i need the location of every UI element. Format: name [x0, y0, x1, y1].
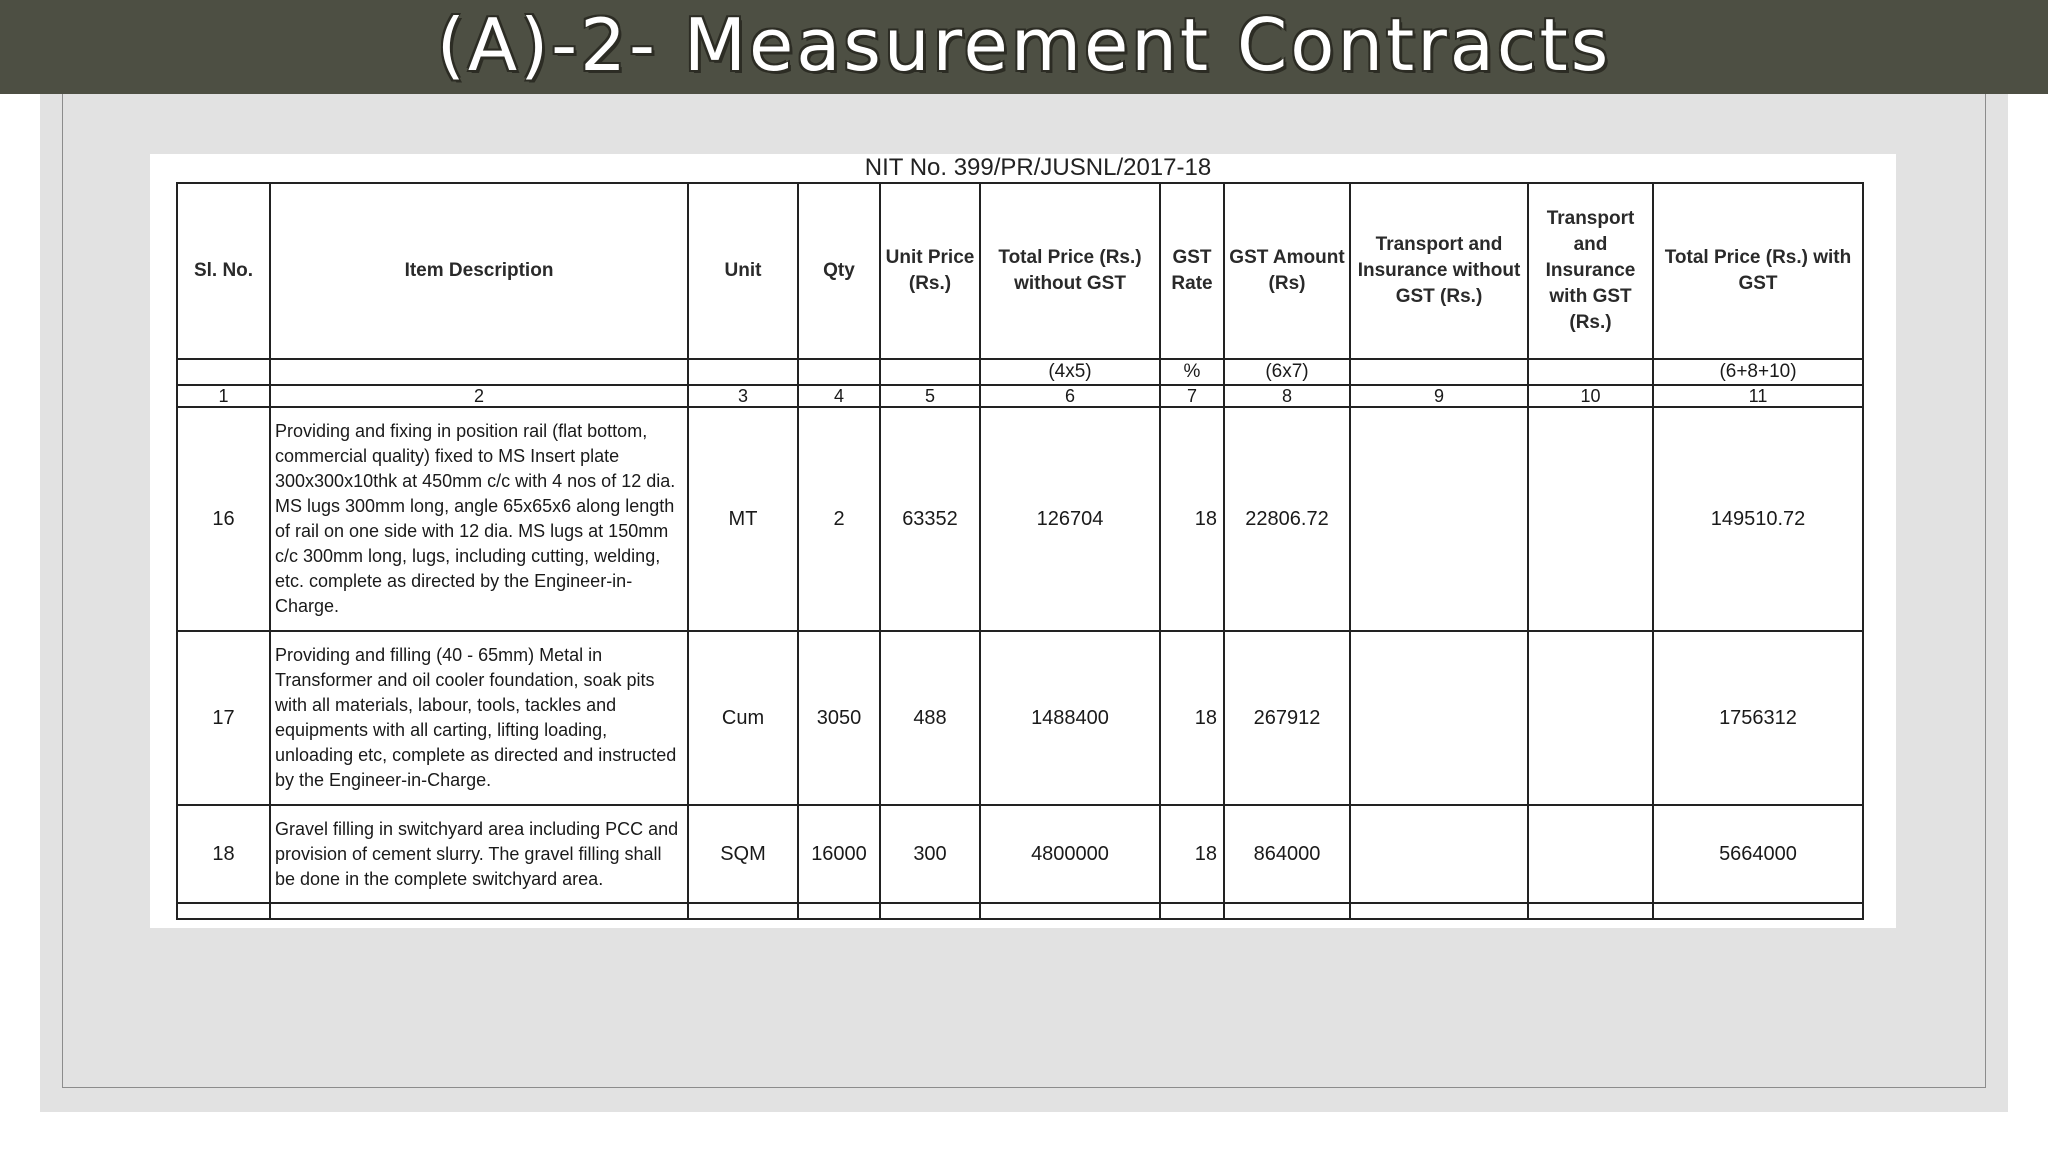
row-gst-amount: 267912 — [1224, 631, 1350, 805]
header-gst-amount: GST Amount (Rs) — [1224, 183, 1350, 359]
row-unit: Cum — [688, 631, 798, 805]
header-total-with-gst: Total Price (Rs.) with GST — [1653, 183, 1863, 359]
row-sl-no: 18 — [177, 805, 270, 903]
row-transport-with-gst — [1528, 631, 1653, 805]
row-unit-price: 488 — [880, 631, 980, 805]
row-total-with-gst: 5664000 — [1653, 805, 1863, 903]
column-number: 4 — [798, 385, 880, 407]
row-gst-rate: 18 — [1160, 631, 1224, 805]
header-unit-price: Unit Price (Rs.) — [880, 183, 980, 359]
formula-cell — [1350, 359, 1528, 385]
nit-number: NIT No. 399/PR/JUSNL/2017-18 — [864, 154, 1212, 181]
slide-title-bar — [0, 0, 2048, 94]
header-unit: Unit — [688, 183, 798, 359]
table-row — [177, 631, 1863, 805]
row-transport-with-gst — [1528, 805, 1653, 903]
empty-cell — [270, 903, 688, 919]
column-number: 10 — [1528, 385, 1653, 407]
formula-cell: (6+8+10) — [1653, 359, 1863, 385]
scanned-document — [150, 154, 1896, 928]
column-number: 5 — [880, 385, 980, 407]
row-total-without-gst: 126704 — [980, 407, 1160, 631]
formula-row — [177, 359, 1863, 385]
row-unit-price: 300 — [880, 805, 980, 903]
row-transport-without-gst — [1350, 805, 1528, 903]
row-gst-amount: 864000 — [1224, 805, 1350, 903]
header-qty: Qty — [798, 183, 880, 359]
row-transport-without-gst — [1350, 631, 1528, 805]
row-description: Gravel filling in switchyard area including PCC and provision of cement slurry. The gravel filling shall be done in the complete switchyard area. — [270, 805, 688, 903]
formula-cell — [688, 359, 798, 385]
empty-cell — [1350, 903, 1528, 919]
row-description: Providing and filling (40 - 65mm) Metal in Transformer and oil cooler foundation, soak pits with all materials, labour, tools, tackles and equipments with all carting, lifting loading, unloading etc, complete as directed and instructed by the Engineer-in-Charge. — [270, 631, 688, 805]
row-total-with-gst: 149510.72 — [1653, 407, 1863, 631]
table-row — [177, 407, 1863, 631]
formula-cell: % — [1160, 359, 1224, 385]
formula-cell: (6x7) — [1224, 359, 1350, 385]
row-unit: MT — [688, 407, 798, 631]
formula-cell — [177, 359, 270, 385]
row-total-with-gst: 1756312 — [1653, 631, 1863, 805]
column-number: 11 — [1653, 385, 1863, 407]
row-sl-no: 17 — [177, 631, 270, 805]
header-sl-no: Sl. No. — [177, 183, 270, 359]
empty-cell — [1653, 903, 1863, 919]
row-qty: 3050 — [798, 631, 880, 805]
formula-cell — [798, 359, 880, 385]
cut-off-row — [177, 903, 1863, 919]
empty-cell — [798, 903, 880, 919]
column-number: 2 — [270, 385, 688, 407]
column-number-row — [177, 385, 1863, 407]
row-unit-price: 63352 — [880, 407, 980, 631]
formula-cell — [880, 359, 980, 385]
header-total-without-gst: Total Price (Rs.) without GST — [980, 183, 1160, 359]
table-row — [177, 805, 1863, 903]
row-gst-rate: 18 — [1160, 407, 1224, 631]
header-row — [177, 183, 1863, 359]
header-transport-without-gst: Transport and Insurance without GST (Rs.) — [1350, 183, 1528, 359]
row-qty: 16000 — [798, 805, 880, 903]
empty-cell — [1160, 903, 1224, 919]
row-sl-no: 16 — [177, 407, 270, 631]
row-description: Providing and fixing in position rail (flat bottom, commercial quality) fixed to MS Insert plate 300x300x10thk at 450mm c/c with 4 nos of 12 dia. MS lugs 300mm long, angle 65x65x6 along length of rail on one side with 12 dia. MS lugs at 150mm c/c 300mm long, lugs, including cutting, welding, etc. complete as directed by the Engineer-in-Charge. — [270, 407, 688, 631]
empty-cell — [1528, 903, 1653, 919]
row-gst-amount: 22806.72 — [1224, 407, 1350, 631]
row-qty: 2 — [798, 407, 880, 631]
column-number: 3 — [688, 385, 798, 407]
row-total-without-gst: 4800000 — [980, 805, 1160, 903]
column-number: 6 — [980, 385, 1160, 407]
slide-title: (A)-2- Measurement Contracts — [436, 3, 1612, 87]
formula-cell — [270, 359, 688, 385]
header-gst-rate: GST Rate — [1160, 183, 1224, 359]
header-item-description: Item Description — [270, 183, 688, 359]
empty-cell — [1224, 903, 1350, 919]
column-number: 8 — [1224, 385, 1350, 407]
header-transport-with-gst: Transport and Insurance with GST (Rs.) — [1528, 183, 1653, 359]
empty-cell — [177, 903, 270, 919]
column-number: 1 — [177, 385, 270, 407]
formula-cell: (4x5) — [980, 359, 1160, 385]
empty-cell — [688, 903, 798, 919]
row-transport-with-gst — [1528, 407, 1653, 631]
column-number: 7 — [1160, 385, 1224, 407]
column-number: 9 — [1350, 385, 1528, 407]
row-gst-rate: 18 — [1160, 805, 1224, 903]
empty-cell — [980, 903, 1160, 919]
price-schedule-table — [176, 182, 1864, 920]
formula-cell — [1528, 359, 1653, 385]
empty-cell — [880, 903, 980, 919]
row-unit: SQM — [688, 805, 798, 903]
row-total-without-gst: 1488400 — [980, 631, 1160, 805]
row-transport-without-gst — [1350, 407, 1528, 631]
